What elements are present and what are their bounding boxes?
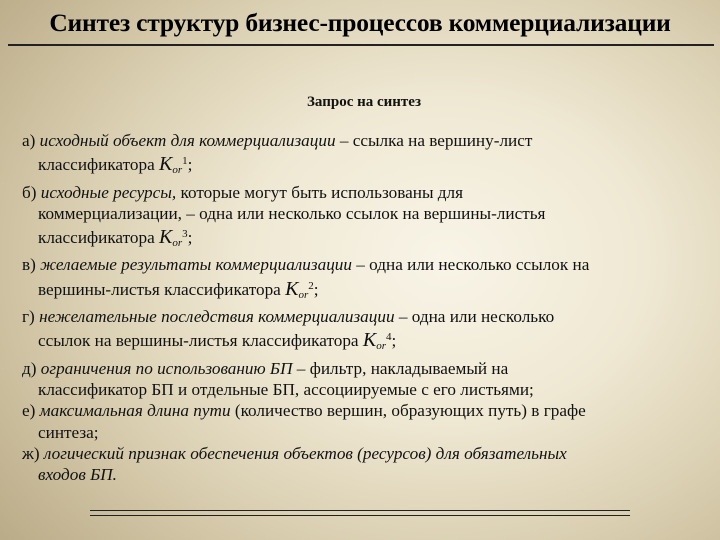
classifier-index: 3 [182,228,188,241]
item-text: синтеза; [38,422,99,442]
item-marker: в) [22,255,36,275]
list-item [22,400,707,443]
slide-title: Синтез структур бизнес-процессов коммерциализации [49,8,671,37]
item-text: – фильтр, накладываемый на [292,358,509,378]
item-marker: а) [22,131,36,150]
list-item [22,443,707,486]
item-text: – одна или несколько [394,307,555,327]
list-item [22,358,707,401]
item-text: классификатор БП и отдельные БП, ассоциируемые с его листьями; [38,379,534,399]
item-term: входов БП. [38,465,117,485]
item-text: (количество вершин, образующих путь) в графе [230,401,586,421]
item-text: классификатора [38,155,160,175]
item-text: – одна или несколько ссылок на [351,255,590,275]
item-term: нежелательные последствия коммерциализации [39,307,395,327]
item-marker: д) [22,358,37,378]
section-subtitle: Запрос на синтез [306,94,421,110]
item-text: которые могут быть использованы для [176,182,464,202]
classifier-index: 4 [385,331,392,344]
item-text: – ссылка на вершину-лист [335,131,533,150]
title-underline [8,44,714,46]
classifier-index: 1 [182,155,188,168]
item-term: исходные ресурсы, [40,182,177,202]
item-marker: б) [22,182,37,202]
item-term: логический признак обеспечения объектов (ресурсов) для обязательных [43,443,567,463]
classifier-symbol: $K_{or}$ [159,226,183,250]
item-text: ссылок на вершины-листья классификатора [38,331,363,351]
footer-rule [90,510,630,516]
classifier-symbol: $K_{or}$ [159,153,183,177]
request-list [22,130,707,485]
list-item: б) исходные ресурсы, которые могут быть использованы для коммерциализации, – одна или несколько ссылок на вершины-листья классификатора $K_{or}^3$; [22,182,707,255]
item-term: максимальная длина пути [39,401,231,421]
item-text: классификатора [38,228,160,248]
item-text: коммерциализации, – одна или несколько ссылок на вершины-листья [38,203,546,223]
classifier-symbol: $K_{or}$ [285,277,309,301]
item-text: вершины-листья классификатора [38,279,286,299]
list-item: г) нежелательные последствия коммерциализации – одна или несколько ссылок на вершины-листья классификатора $K_{or}^4$; [22,307,555,353]
classifier-index: 2 [308,279,314,292]
item-marker: е) [22,401,36,421]
item-marker: г) [22,307,35,327]
list-item: в) желаемые результаты коммерциализации – одна или несколько ссылок на вершины-листья классификатора $K_{or}^2$; [22,255,590,301]
list-item: а) исходный объект для коммерциализации – ссылка на вершину-лист классификатора $K_{or}^1$; [22,131,533,177]
item-marker: ж) [22,443,40,463]
item-term: желаемые результаты коммерциализации [40,255,352,275]
item-term: ограничения по использованию БП [40,358,293,378]
item-term: исходный объект для коммерциализации [39,131,336,150]
classifier-symbol: $K_{or}$ [362,329,386,353]
